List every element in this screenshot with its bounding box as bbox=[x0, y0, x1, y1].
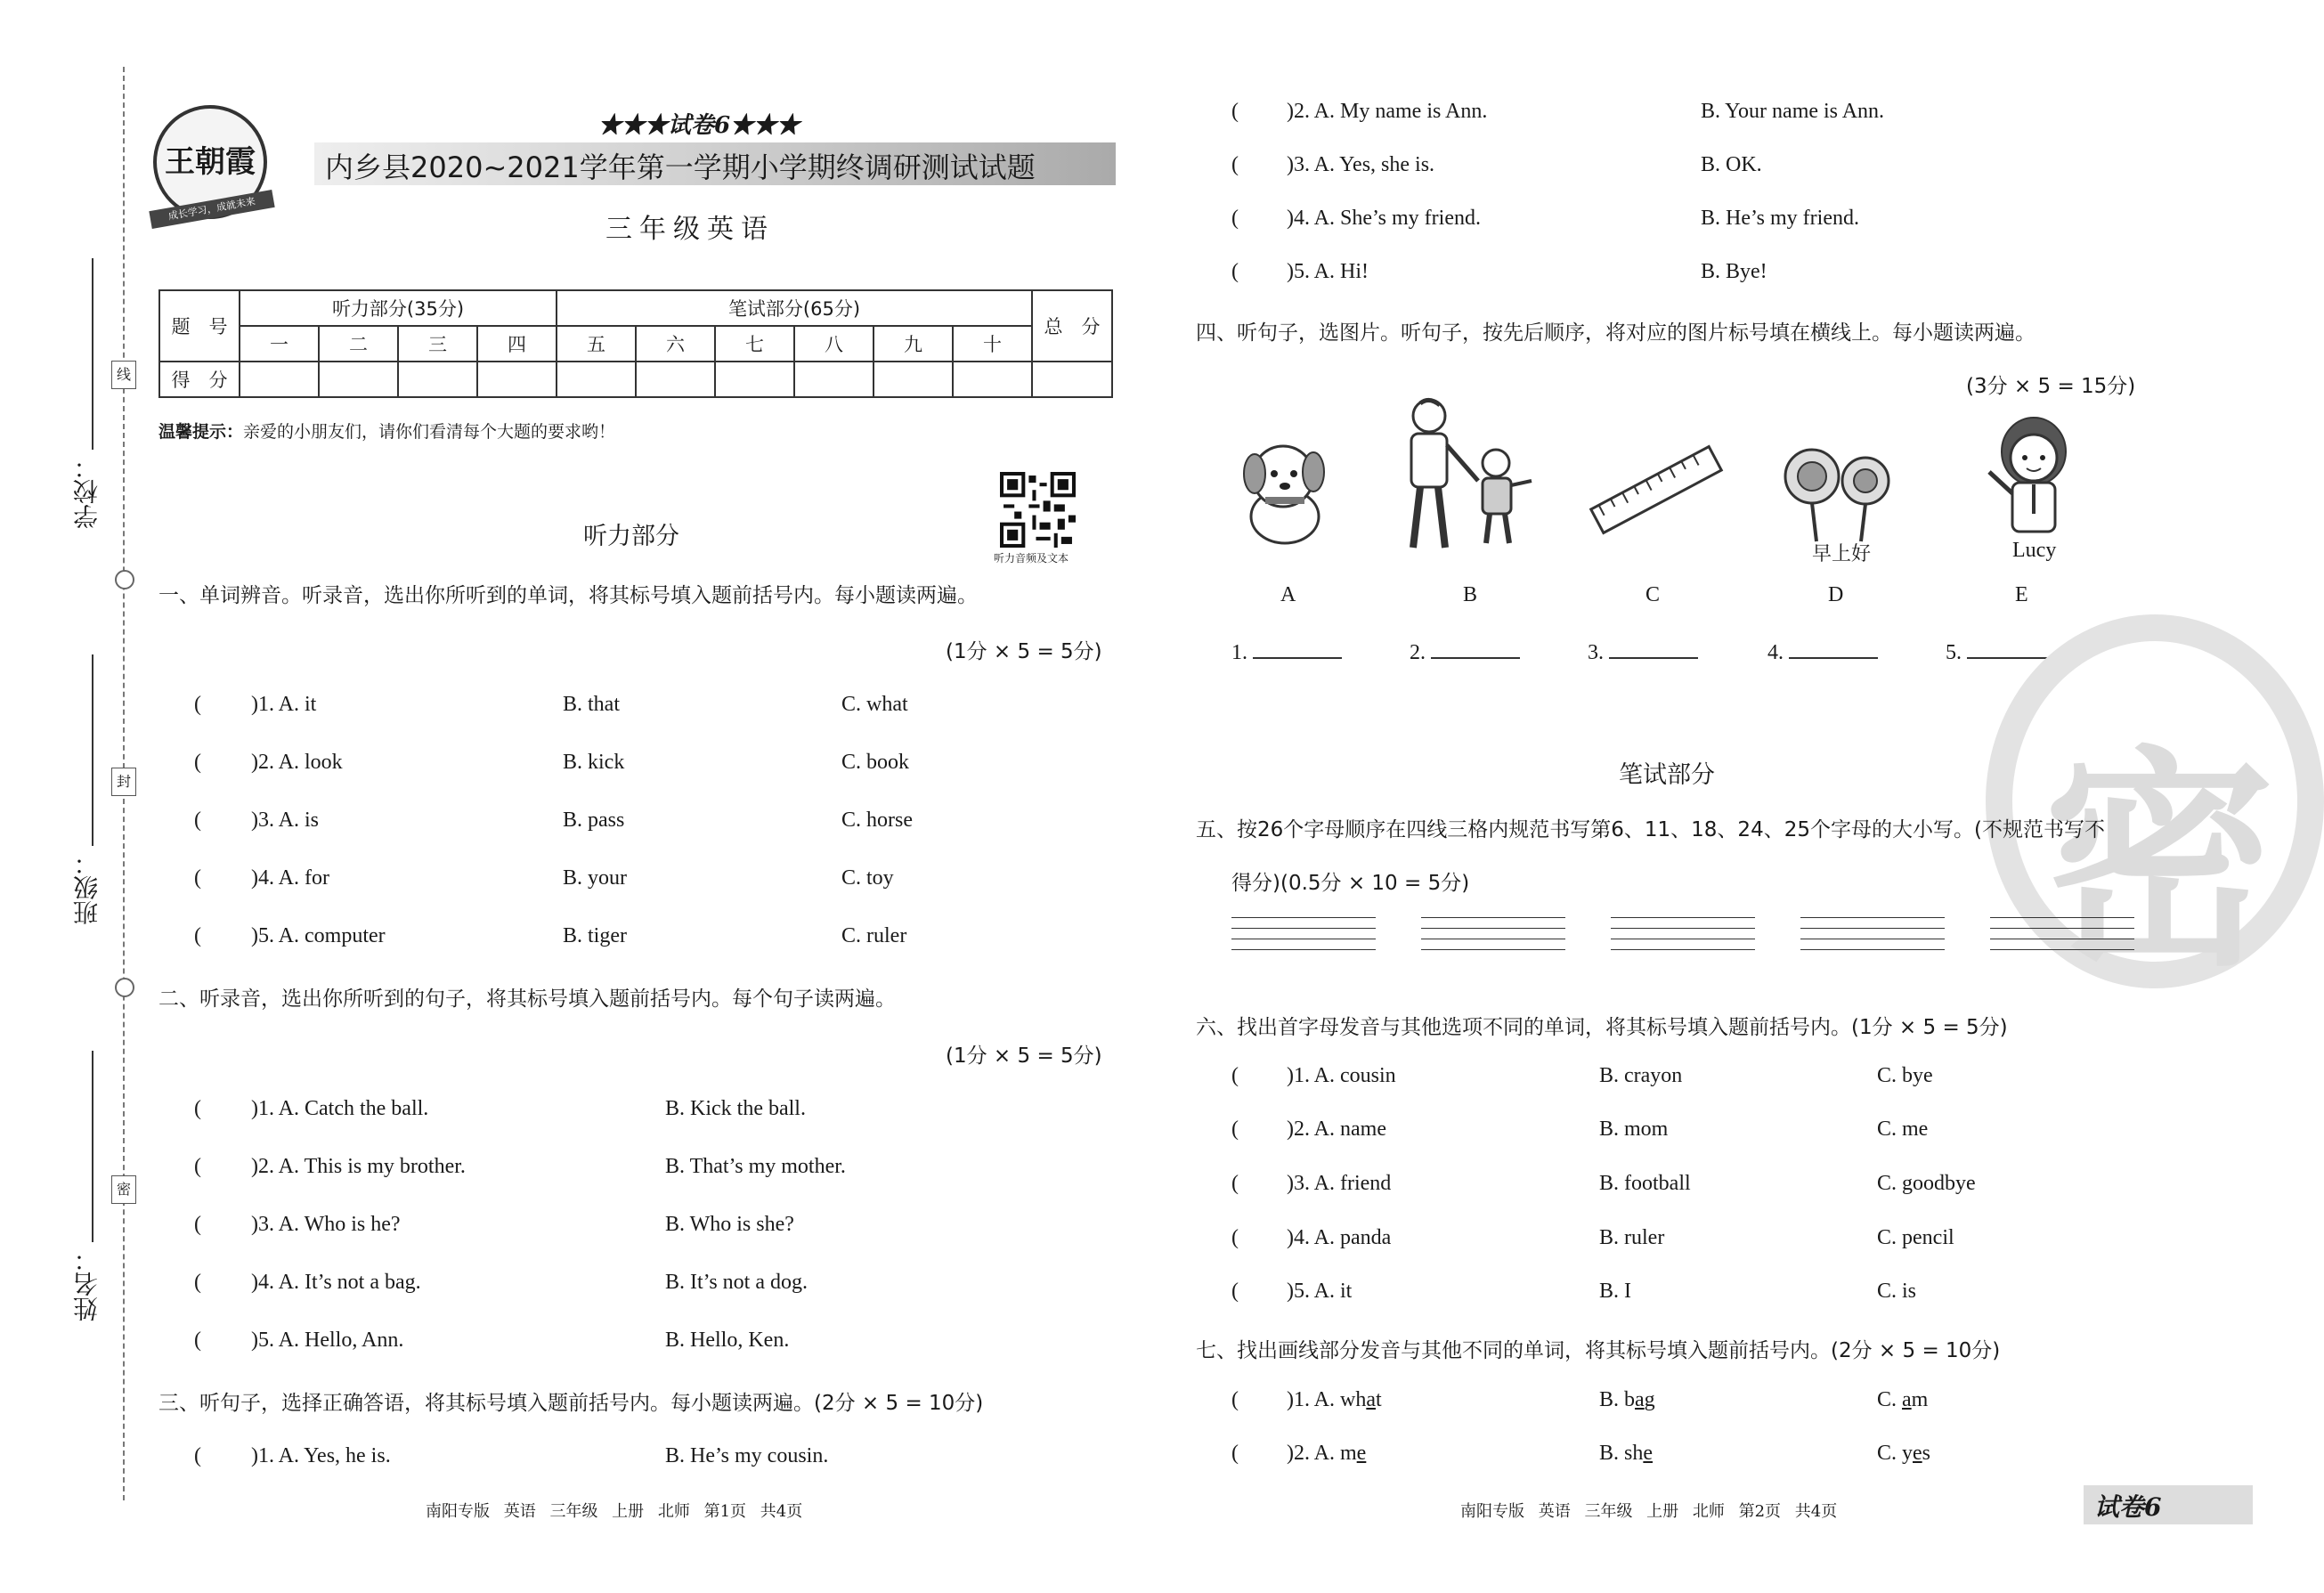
q1-head: 一、单词辨音。听录音，选出你所听到的单词，将其标号填入题前括号内。每小题读两遍。 bbox=[158, 584, 978, 607]
q3-head: 三、听句子，选择正确答语，将其标号填入题前括号内。每小题读两遍。(2分 × 5 = 10分) bbox=[158, 1392, 984, 1415]
q1-item-a: )5. A. computer bbox=[251, 924, 386, 947]
q3-item-a: )5. A. Hi! bbox=[1287, 260, 1369, 283]
q1-item-b: B. kick bbox=[563, 751, 625, 774]
score-cell[interactable] bbox=[636, 362, 715, 397]
answer-bracket[interactable]: ( bbox=[1231, 1442, 1239, 1465]
writing-header: 笔试部分(65分) bbox=[557, 290, 1032, 326]
q7-item-c: C. yes bbox=[1877, 1442, 1931, 1465]
answer-bracket[interactable]: ( bbox=[1231, 100, 1239, 123]
four-line-grid[interactable] bbox=[1800, 917, 1945, 960]
answer-bracket[interactable]: ( bbox=[194, 1213, 201, 1236]
col-4: 四 bbox=[477, 326, 557, 362]
q2-item-b: B. That’s my mother. bbox=[665, 1155, 846, 1178]
q1-item-c: C. toy bbox=[841, 866, 894, 890]
q2-item-b: B. Hello, Ken. bbox=[665, 1329, 790, 1352]
four-line-grid[interactable] bbox=[1421, 917, 1565, 960]
q6-item-a: )2. A. name bbox=[1287, 1118, 1386, 1141]
q6-item-b: B. crayon bbox=[1599, 1064, 1683, 1087]
q1-item-b: B. that bbox=[563, 693, 620, 716]
qr-caption: 听力音频及文本 bbox=[994, 552, 1069, 565]
q4-blank[interactable] bbox=[1767, 639, 1878, 665]
seal-char-line: 线 bbox=[111, 361, 136, 389]
answer-bracket[interactable]: ( bbox=[194, 1097, 201, 1120]
q2-item-a: )5. A. Hello, Ann. bbox=[251, 1329, 404, 1352]
q6-item-c: C. bye bbox=[1877, 1064, 1933, 1087]
q6-item-a: )5. A. it bbox=[1287, 1280, 1353, 1303]
answer-line[interactable] bbox=[1609, 639, 1698, 659]
q4-blank[interactable] bbox=[1410, 639, 1520, 665]
seal-char-seal: 封 bbox=[111, 768, 136, 796]
seal-char-secret: 密 bbox=[111, 1175, 136, 1204]
corner-badge: 试卷6 bbox=[2094, 1492, 2162, 1522]
q2-item-a: )3. A. Who is he? bbox=[251, 1213, 401, 1236]
q2-item-b: B. Who is she? bbox=[665, 1213, 794, 1236]
score-cell[interactable] bbox=[794, 362, 874, 397]
q2-item-a: )2. A. This is my brother. bbox=[251, 1155, 466, 1178]
q4-blank[interactable] bbox=[1231, 639, 1342, 665]
q2-head: 二、听录音，选出你所听到的句子，将其标号填入题前括号内。每个句子读两遍。 bbox=[158, 987, 896, 1011]
picture-label-e: E bbox=[2015, 583, 2028, 606]
score-table bbox=[158, 289, 1113, 398]
score-cell[interactable] bbox=[319, 362, 398, 397]
answer-line[interactable] bbox=[1253, 639, 1342, 659]
picture-label-a: A bbox=[1280, 583, 1296, 606]
warm-tip bbox=[158, 419, 615, 443]
writing-title: 笔试部分 bbox=[1619, 761, 1715, 789]
class-blank-line[interactable] bbox=[92, 654, 93, 846]
q1-item-c: C. what bbox=[841, 693, 908, 716]
q7-item-c: C. am bbox=[1877, 1388, 1929, 1411]
q5-head: 五、按26个字母顺序在四线三格内规范书写第6、11、18、24、25个字母的大小写。(不规范书写不 bbox=[1196, 818, 2105, 841]
answer-bracket[interactable]: ( bbox=[1231, 207, 1239, 230]
answer-bracket[interactable]: ( bbox=[1231, 1388, 1239, 1411]
tip-label: 温馨提示： bbox=[158, 422, 244, 442]
ruler-picture bbox=[1585, 436, 1727, 543]
score-cell[interactable] bbox=[874, 362, 953, 397]
q1-item-c: C. ruler bbox=[841, 924, 907, 947]
q3-item-b: B. Your name is Ann. bbox=[1701, 100, 1885, 123]
answer-bracket[interactable]: ( bbox=[1231, 1064, 1239, 1087]
q7-head: 七、找出画线部分发音与其他不同的单词，将其标号填入题前括号内。(2分 × 5 = 10分) bbox=[1196, 1339, 2001, 1362]
q4-blank[interactable] bbox=[1946, 639, 2056, 665]
girl-lucy-picture bbox=[1979, 411, 2085, 536]
four-line-grid[interactable] bbox=[1990, 917, 2134, 960]
q4-points: (3分 × 5 = 15分) bbox=[1966, 375, 2136, 398]
q1-item-c: C. horse bbox=[841, 809, 913, 832]
answer-bracket[interactable]: ( bbox=[194, 866, 201, 890]
q1-item-a: )1. A. it bbox=[251, 693, 317, 716]
answer-line[interactable] bbox=[1789, 639, 1878, 659]
col-3: 三 bbox=[398, 326, 477, 362]
q6-item-c: C. goodbye bbox=[1877, 1172, 1976, 1195]
blank-number: 5. bbox=[1946, 641, 1962, 664]
name-blank-line[interactable] bbox=[92, 1051, 93, 1242]
footer-left: 南阳专版 英语 三年级 上册 北师 第1页 共4页 bbox=[426, 1502, 803, 1521]
q6-item-b: B. mom bbox=[1599, 1118, 1669, 1141]
answer-line[interactable] bbox=[1967, 639, 2056, 659]
row-label-number: 题 号 bbox=[159, 290, 240, 362]
q7-item-b: B. she bbox=[1599, 1442, 1654, 1465]
q4-head: 四、听句子，选图片。听句子，按先后顺序，将对应的图片标号填在横线上。每小题读两遍。 bbox=[1196, 321, 2036, 345]
picture-label-d: D bbox=[1828, 583, 1844, 606]
q6-item-a: )3. A. friend bbox=[1287, 1172, 1392, 1195]
col-8: 八 bbox=[794, 326, 874, 362]
score-cell[interactable] bbox=[557, 362, 636, 397]
grade-subject: 三年级英语 bbox=[605, 214, 775, 245]
answer-bracket[interactable]: ( bbox=[1231, 1226, 1239, 1249]
col-10: 十 bbox=[953, 326, 1032, 362]
logo: 王朝霞 bbox=[153, 105, 267, 219]
sunflower-caption: 早上好 bbox=[1812, 542, 1872, 565]
footer-right: 南阳专版 英语 三年级 上册 北师 第2页 共4页 bbox=[1460, 1502, 1838, 1521]
listening-header: 听力部分(35分) bbox=[240, 290, 557, 326]
q1-item-b: B. tiger bbox=[563, 924, 627, 947]
col-9: 九 bbox=[874, 326, 953, 362]
four-line-grid[interactable] bbox=[1611, 917, 1755, 960]
q2-item-a: )4. A. It’s not a bag. bbox=[251, 1271, 421, 1294]
q6-item-a: )1. A. cousin bbox=[1287, 1064, 1396, 1087]
q2-item-b: B. It’s not a dog. bbox=[665, 1271, 808, 1294]
answer-bracket[interactable]: ( bbox=[1231, 260, 1239, 283]
q3-item-b: B. OK. bbox=[1701, 153, 1762, 176]
q3-item-a: )3. A. Yes, she is. bbox=[1287, 153, 1435, 176]
blank-number: 2. bbox=[1410, 641, 1426, 664]
answer-bracket[interactable]: ( bbox=[194, 751, 201, 774]
answer-bracket[interactable]: ( bbox=[1231, 1280, 1239, 1303]
q5-head-cont: 得分)(0.5分 × 10 = 5分) bbox=[1231, 872, 1470, 895]
q2-points: (1分 × 5 = 5分) bbox=[946, 1044, 1102, 1068]
col-5: 五 bbox=[557, 326, 636, 362]
col-1: 一 bbox=[240, 326, 319, 362]
school-blank-line[interactable] bbox=[92, 258, 93, 450]
q3-item-a: )1. A. Yes, he is. bbox=[251, 1444, 391, 1467]
answer-line[interactable] bbox=[1431, 639, 1520, 659]
col-2: 二 bbox=[319, 326, 398, 362]
four-line-grid[interactable] bbox=[1231, 917, 1376, 960]
q3-item-b: B. He’s my friend. bbox=[1701, 207, 1859, 230]
q6-item-c: C. is bbox=[1877, 1280, 1917, 1303]
score-cell[interactable] bbox=[398, 362, 477, 397]
score-cell[interactable] bbox=[953, 362, 1032, 397]
answer-bracket[interactable]: ( bbox=[1231, 1118, 1239, 1141]
logo-ribbon: 成长学习，成就未来 bbox=[149, 190, 274, 229]
score-cell[interactable] bbox=[1032, 362, 1112, 397]
q3-item-b: B. He’s my cousin. bbox=[665, 1444, 829, 1467]
answer-bracket[interactable]: ( bbox=[194, 1444, 201, 1467]
tip-text: 亲爱的小朋友们，请你们看清每个大题的要求哟！ bbox=[243, 422, 616, 442]
listening-title: 听力部分 bbox=[583, 523, 679, 550]
q6-item-c: C. me bbox=[1877, 1118, 1929, 1141]
q1-item-a: )4. A. for bbox=[251, 866, 329, 890]
q6-item-b: B. ruler bbox=[1599, 1226, 1665, 1249]
q1-points: (1分 × 5 = 5分) bbox=[946, 640, 1102, 663]
name-label: 姓名： bbox=[72, 1247, 102, 1321]
blank-number: 4. bbox=[1767, 641, 1784, 664]
score-cell[interactable] bbox=[240, 362, 319, 397]
girl-caption: Lucy bbox=[2012, 539, 2057, 562]
answer-bracket[interactable]: ( bbox=[194, 809, 201, 832]
picture-label-c: C bbox=[1645, 583, 1661, 606]
watermark-char: 密 bbox=[2044, 728, 2275, 997]
q7-item-a: )1. A. what bbox=[1287, 1388, 1382, 1411]
answer-bracket[interactable]: ( bbox=[194, 1329, 201, 1352]
father-child-picture bbox=[1394, 396, 1545, 557]
blank-number: 3. bbox=[1588, 641, 1604, 664]
school-label: 学校： bbox=[72, 454, 102, 529]
score-cell[interactable] bbox=[715, 362, 794, 397]
q1-item-b: B. pass bbox=[563, 809, 625, 832]
picture-label-b: B bbox=[1463, 583, 1478, 606]
q2-item-a: )1. A. Catch the ball. bbox=[251, 1097, 429, 1120]
answer-bracket[interactable]: ( bbox=[194, 924, 201, 947]
q1-item-b: B. your bbox=[563, 866, 627, 890]
q2-item-b: B. Kick the ball. bbox=[665, 1097, 806, 1120]
col-7: 七 bbox=[715, 326, 794, 362]
q3-item-a: )2. A. My name is Ann. bbox=[1287, 100, 1488, 123]
class-label: 班级： bbox=[72, 850, 102, 925]
answer-bracket[interactable]: ( bbox=[194, 693, 201, 716]
q4-blank[interactable] bbox=[1588, 639, 1698, 665]
total-label: 总 分 bbox=[1032, 290, 1112, 362]
q1-item-c: C. book bbox=[841, 751, 910, 774]
binding-ring bbox=[115, 570, 134, 589]
score-label: 得 分 bbox=[159, 362, 240, 397]
q6-item-c: C. pencil bbox=[1877, 1226, 1954, 1249]
paper-badge: ★★★试卷6★★★ bbox=[598, 112, 800, 139]
answer-bracket[interactable]: ( bbox=[194, 1271, 201, 1294]
q7-item-b: B. bag bbox=[1599, 1388, 1655, 1411]
q6-head: 六、找出首字母发音与其他选项不同的单词，将其标号填入题前括号内。(1分 × 5 = 5分) bbox=[1196, 1016, 2008, 1039]
qr-code-icon[interactable] bbox=[1000, 472, 1076, 548]
answer-bracket[interactable]: ( bbox=[1231, 1172, 1239, 1195]
q7-item-a: )2. A. me bbox=[1287, 1442, 1367, 1465]
binding-ring bbox=[115, 978, 134, 997]
page-title: 内乡县2020~2021学年第一学期小学期终调研测试试题 bbox=[325, 150, 1036, 184]
q6-item-a: )4. A. panda bbox=[1287, 1226, 1392, 1249]
answer-bracket[interactable]: ( bbox=[194, 1155, 201, 1178]
dog-picture bbox=[1231, 427, 1338, 552]
q1-item-a: )3. A. is bbox=[251, 809, 320, 832]
blank-number: 1. bbox=[1231, 641, 1247, 664]
q6-item-b: B. football bbox=[1599, 1172, 1691, 1195]
q6-item-b: B. I bbox=[1599, 1280, 1631, 1303]
sunflower-picture bbox=[1772, 436, 1906, 543]
score-cell[interactable] bbox=[477, 362, 557, 397]
answer-bracket[interactable]: ( bbox=[1231, 153, 1239, 176]
q3-item-a: )4. A. She’s my friend. bbox=[1287, 207, 1481, 230]
q3-item-b: B. Bye! bbox=[1701, 260, 1767, 283]
q1-item-a: )2. A. look bbox=[251, 751, 343, 774]
col-6: 六 bbox=[636, 326, 715, 362]
